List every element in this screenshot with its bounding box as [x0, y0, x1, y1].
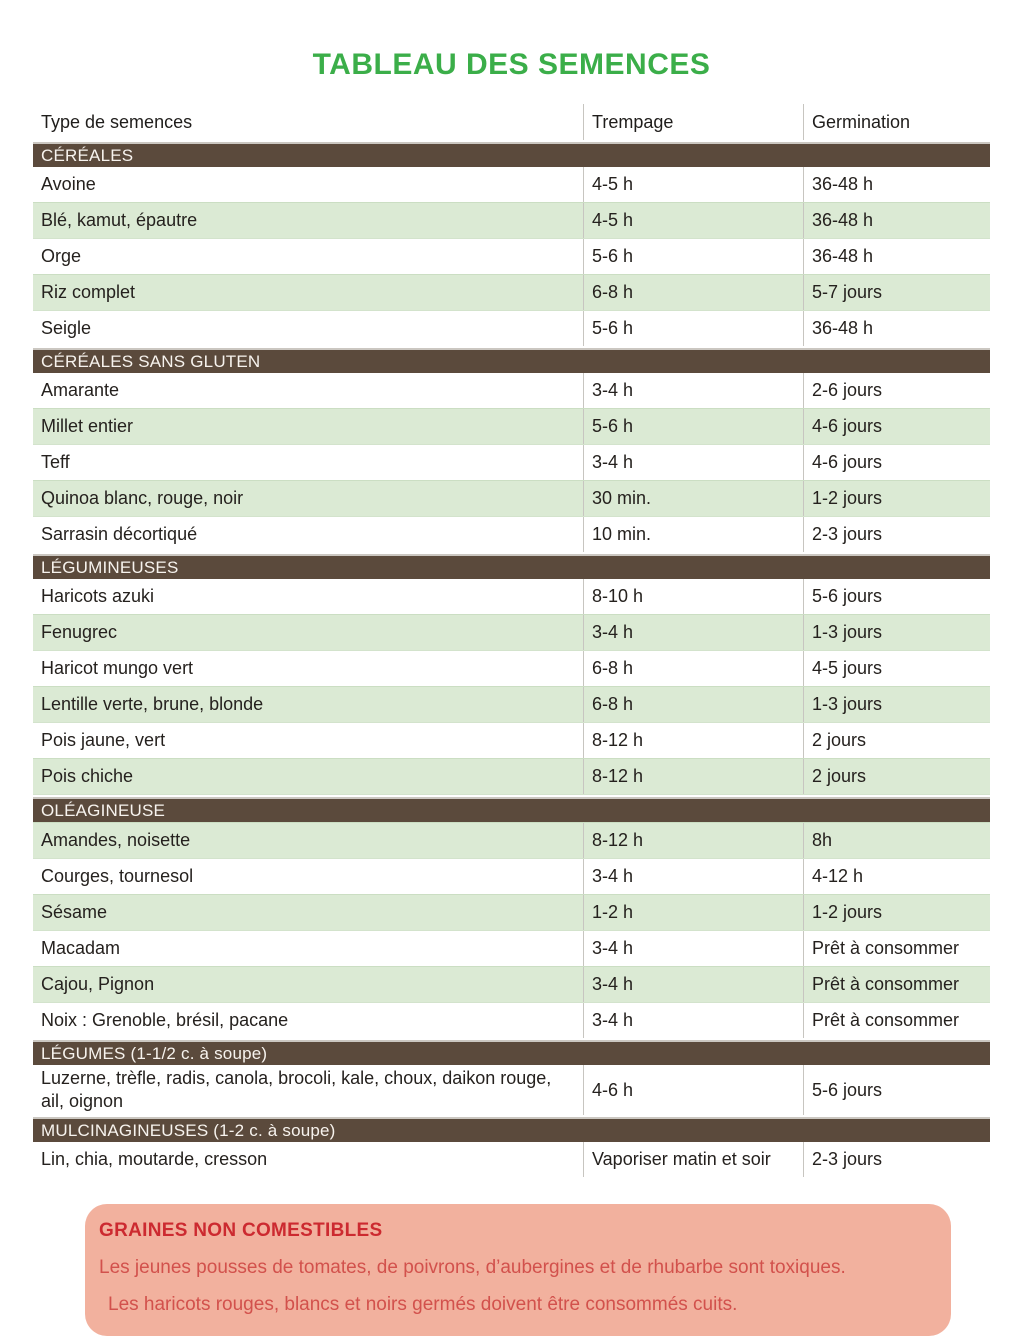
cell-germination: Prêt à consommer — [803, 1003, 990, 1038]
cell-germination: 1-3 jours — [803, 687, 990, 722]
cell-trempage: 3-4 h — [583, 931, 803, 966]
cell-type: Cajou, Pignon — [41, 974, 155, 994]
cell-type: Teff — [41, 452, 70, 472]
cell-germination: 4-12 h — [803, 859, 990, 894]
cell-germination: 1-2 jours — [803, 481, 990, 516]
cell-trempage: 4-5 h — [583, 203, 803, 238]
table-row — [33, 1003, 990, 1038]
table-row — [33, 480, 990, 517]
cell-type: Fenugrec — [41, 622, 118, 642]
cell-type: Noix : Grenoble, brésil, pacane — [41, 1010, 289, 1030]
warning-line-1: Les jeunes pousses de tomates, de poivrons, d’aubergines et de rhubarbe sont toxiques. — [99, 1257, 846, 1278]
cell-trempage: 6-8 h — [583, 275, 803, 310]
cell-type: Blé, kamut, épautre — [41, 210, 198, 230]
cell-trempage: 1-2 h — [583, 895, 803, 930]
cell-type: Orge — [41, 246, 82, 266]
cell-trempage: 8-10 h — [583, 579, 803, 614]
table-row — [33, 859, 990, 894]
cell-trempage: 30 min. — [583, 481, 803, 516]
cell-trempage: 4-5 h — [583, 167, 803, 202]
cell-type: Lin, chia, moutarde, cresson — [41, 1149, 268, 1169]
cell-type: Luzerne, trèfle, radis, canola, brocoli, kale, choux, daikon rouge, ail, oignon — [41, 1068, 552, 1111]
table-row — [33, 408, 990, 445]
cell-type: Pois jaune, vert — [41, 730, 166, 750]
cell-type: Lentille verte, brune, blonde — [41, 694, 264, 714]
column-header-type: Type de semences — [41, 112, 193, 132]
cell-trempage: 6-8 h — [583, 687, 803, 722]
table-row — [33, 1142, 990, 1177]
cell-trempage: 8-12 h — [583, 823, 803, 858]
page-title: TABLEAU DES SEMENCES — [312, 48, 711, 81]
cell-type: Macadam — [41, 938, 121, 958]
table-row — [33, 651, 990, 686]
table-row — [33, 758, 990, 795]
table-row — [33, 373, 990, 408]
cell-type: Seigle — [41, 318, 92, 338]
cell-germination: 4-6 jours — [803, 445, 990, 480]
table-row — [33, 239, 990, 274]
cell-type: Amandes, noisette — [41, 830, 191, 850]
cell-type: Amarante — [41, 380, 120, 400]
warning-line-2: Les haricots rouges, blancs et noirs germés doivent être consommés cuits. — [108, 1294, 738, 1315]
cell-type: Riz complet — [41, 282, 136, 302]
table-row — [33, 966, 990, 1003]
cell-type: Sésame — [41, 902, 108, 922]
section-header: LÉGUMINEUSES — [33, 554, 990, 579]
table-header-row — [33, 104, 990, 140]
cell-trempage: 5-6 h — [583, 311, 803, 346]
cell-type: Courges, tournesol — [41, 866, 194, 886]
cell-germination: 5-7 jours — [803, 275, 990, 310]
cell-trempage: 4-6 h — [583, 1065, 803, 1115]
cell-type: Pois chiche — [41, 766, 134, 786]
cell-germination: 2 jours — [803, 723, 990, 758]
cell-germination: Prêt à consommer — [803, 931, 990, 966]
table-row — [33, 311, 990, 346]
table-row — [33, 894, 990, 931]
section-header: CÉRÉALES — [33, 142, 990, 167]
table-row — [33, 167, 990, 202]
cell-germination: 1-2 jours — [803, 895, 990, 930]
warning-box — [85, 1204, 951, 1336]
cell-type: Avoine — [41, 174, 96, 194]
table-row — [33, 614, 990, 651]
seed-table — [33, 104, 990, 1177]
cell-trempage: 3-4 h — [583, 615, 803, 650]
table-row — [33, 1065, 990, 1115]
cell-trempage: 3-4 h — [583, 445, 803, 480]
column-header-germination: Germination — [803, 104, 990, 140]
cell-germination: 2 jours — [803, 759, 990, 794]
section-header: CÉRÉALES SANS GLUTEN — [33, 348, 990, 373]
cell-germination: 36-48 h — [803, 311, 990, 346]
page — [33, 0, 990, 1336]
table-row — [33, 686, 990, 723]
table-row — [33, 822, 990, 859]
section-header: OLÉAGINEUSE — [33, 797, 990, 822]
cell-trempage: 3-4 h — [583, 859, 803, 894]
cell-trempage: Vaporiser matin et soir — [583, 1142, 803, 1177]
cell-trempage: 5-6 h — [583, 409, 803, 444]
table-row — [33, 931, 990, 966]
cell-trempage: 3-4 h — [583, 967, 803, 1002]
table-row — [33, 274, 990, 311]
cell-trempage: 5-6 h — [583, 239, 803, 274]
cell-germination: 36-48 h — [803, 239, 990, 274]
cell-germination: 2-3 jours — [803, 517, 990, 552]
cell-type: Haricot mungo vert — [41, 658, 194, 678]
cell-trempage: 3-4 h — [583, 373, 803, 408]
cell-germination: 36-48 h — [803, 203, 990, 238]
cell-germination: 36-48 h — [803, 167, 990, 202]
cell-germination: 2-3 jours — [803, 1142, 990, 1177]
cell-type: Haricots azuki — [41, 586, 155, 606]
table-row — [33, 723, 990, 758]
warning-title: GRAINES NON COMESTIBLES — [99, 1220, 383, 1241]
cell-germination: 5-6 jours — [803, 579, 990, 614]
table-row — [33, 202, 990, 239]
cell-type: Millet entier — [41, 416, 134, 436]
cell-germination: 8h — [803, 823, 990, 858]
cell-germination: 2-6 jours — [803, 373, 990, 408]
table-body — [33, 142, 990, 1177]
section-header: LÉGUMES (1-1/2 c. à soupe) — [33, 1040, 990, 1065]
cell-trempage: 10 min. — [583, 517, 803, 552]
cell-germination: 5-6 jours — [803, 1065, 990, 1115]
cell-trempage: 3-4 h — [583, 1003, 803, 1038]
cell-germination: 4-5 jours — [803, 651, 990, 686]
section-header: MULCINAGINEUSES (1-2 c. à soupe) — [33, 1117, 990, 1142]
cell-germination: Prêt à consommer — [803, 967, 990, 1002]
cell-type: Sarrasin décortiqué — [41, 524, 198, 544]
column-header-trempage: Trempage — [583, 104, 803, 140]
cell-trempage: 8-12 h — [583, 723, 803, 758]
cell-type: Quinoa blanc, rouge, noir — [41, 488, 244, 508]
cell-trempage: 6-8 h — [583, 651, 803, 686]
cell-germination: 4-6 jours — [803, 409, 990, 444]
table-row — [33, 517, 990, 552]
cell-germination: 1-3 jours — [803, 615, 990, 650]
table-row — [33, 579, 990, 614]
cell-trempage: 8-12 h — [583, 759, 803, 794]
table-row — [33, 445, 990, 480]
